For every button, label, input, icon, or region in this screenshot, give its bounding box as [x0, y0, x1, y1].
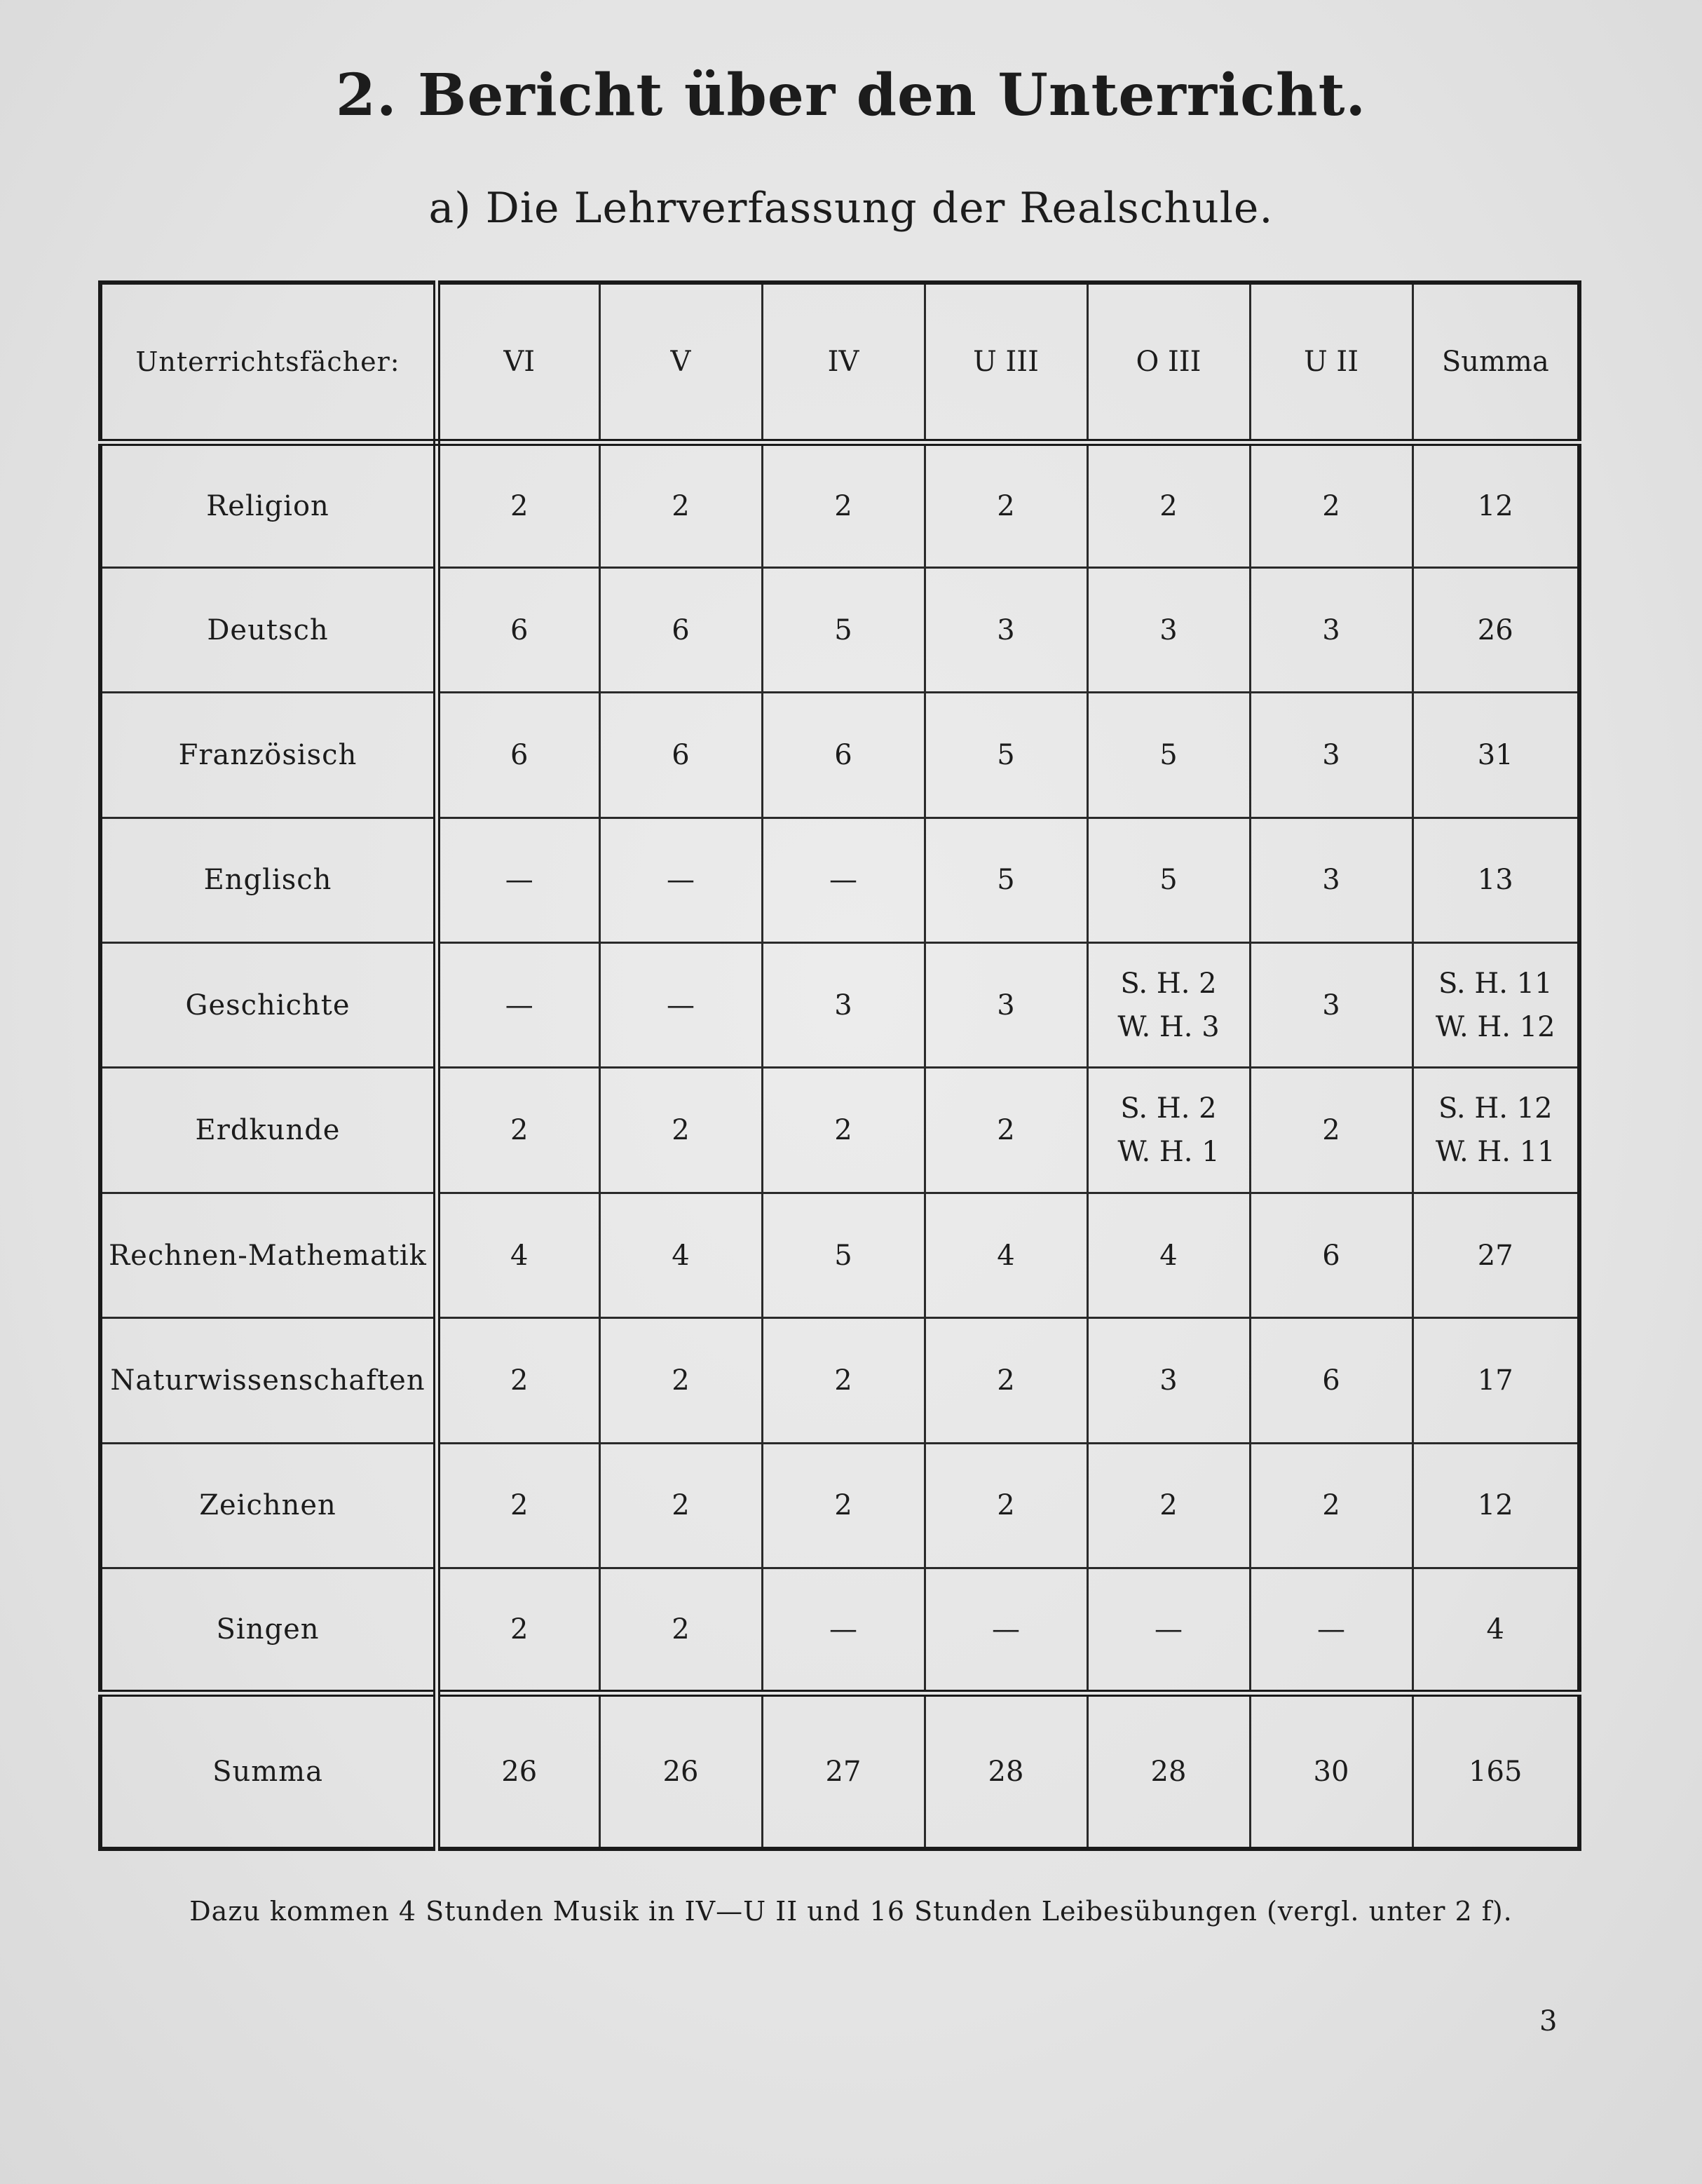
- hours-value: —: [667, 864, 695, 897]
- hours-value: 5: [834, 613, 852, 646]
- hours-value: 2: [672, 1613, 690, 1646]
- table-row: [100, 818, 1579, 942]
- hours-cell: [1412, 567, 1579, 692]
- hours-cell: [599, 567, 762, 692]
- hours-cell: [925, 1318, 1087, 1443]
- hours-value: 2: [834, 489, 852, 522]
- hours-value: 2: [510, 1613, 529, 1646]
- table-body: [100, 442, 1579, 1693]
- hours-value: 6: [510, 613, 529, 646]
- hours-value: 3: [1322, 989, 1340, 1022]
- curriculum-table: [98, 280, 1581, 1851]
- table-row: [100, 1068, 1579, 1193]
- hours-value: 5: [1159, 864, 1178, 897]
- hours-cell: [437, 1443, 599, 1568]
- footnote: Dazu kommen 4 Stunden Musik in IV—U II und 16 Stunden Leibesübungen (vergl. unter 2 f).: [189, 1896, 1513, 1927]
- subject-name: Erdkunde: [100, 1068, 437, 1193]
- hours-value: 2: [834, 1114, 852, 1147]
- hours-value: 3: [1322, 738, 1340, 771]
- table-header-row: [100, 283, 1579, 442]
- hours-value: 27: [1477, 1239, 1513, 1272]
- column-header: VI: [437, 283, 599, 442]
- hours-value: W. H. 1: [1117, 1136, 1220, 1169]
- hours-cell: [1250, 442, 1412, 567]
- hours-value: —: [829, 1613, 857, 1646]
- total-value: 28: [925, 1693, 1087, 1849]
- hours-cell: [1087, 1318, 1250, 1443]
- hours-value: —: [992, 1613, 1020, 1646]
- hours-cell: [437, 818, 599, 942]
- hours-cell: [762, 818, 925, 942]
- hours-cell: [762, 567, 925, 692]
- subject-name: Religion: [100, 442, 437, 567]
- hours-value: 5: [834, 1239, 852, 1272]
- hours-cell: [599, 693, 762, 818]
- section-subtitle: a) Die Lehrverfassung der Realschule.: [428, 184, 1274, 233]
- hours-cell: [925, 1568, 1087, 1693]
- hours-cell: [599, 1068, 762, 1193]
- table-row: [100, 1568, 1579, 1693]
- hours-value: 13: [1477, 864, 1513, 897]
- hours-value: 5: [997, 738, 1015, 771]
- hours-cell: [1412, 1193, 1579, 1317]
- hours-value: 6: [1322, 1364, 1340, 1397]
- hours-value: W. H. 3: [1117, 1010, 1220, 1043]
- hours-cell: [599, 1568, 762, 1693]
- hours-cell: [1250, 1068, 1412, 1193]
- hours-value: S. H. 11: [1438, 967, 1553, 1000]
- hours-cell: [762, 693, 925, 818]
- hours-cell: [1250, 1318, 1412, 1443]
- hours-cell: [925, 442, 1087, 567]
- hours-cell: [437, 693, 599, 818]
- hours-value: 2: [1322, 1114, 1340, 1147]
- hours-cell: [1412, 693, 1579, 818]
- hours-cell: [1087, 1193, 1250, 1317]
- column-header: Summa: [1412, 283, 1579, 442]
- hours-cell: [437, 442, 599, 567]
- hours-value: 2: [834, 1364, 852, 1397]
- hours-cell: [1087, 442, 1250, 567]
- table-row: [100, 442, 1579, 567]
- hours-value: 2: [510, 1364, 529, 1397]
- hours-value: 5: [1159, 738, 1178, 771]
- hours-cell: [599, 818, 762, 942]
- hours-value: 3: [834, 989, 852, 1022]
- hours-cell: [762, 1318, 925, 1443]
- hours-cell: [1250, 693, 1412, 818]
- hours-value: 3: [1159, 1364, 1178, 1397]
- hours-value: 3: [997, 613, 1015, 646]
- hours-cell: [1412, 1318, 1579, 1443]
- hours-value: 2: [1322, 1489, 1340, 1522]
- hours-cell: [437, 943, 599, 1068]
- subject-name: Singen: [100, 1568, 437, 1693]
- subject-name: Rechnen-Mathematik: [100, 1193, 437, 1317]
- column-header: IV: [762, 283, 925, 442]
- hours-cell: [762, 943, 925, 1068]
- hours-cell: [599, 943, 762, 1068]
- hours-value: 12: [1477, 489, 1513, 522]
- hours-value: 2: [510, 489, 529, 522]
- hours-cell: [1412, 1443, 1579, 1568]
- hours-value: 2: [834, 1489, 852, 1522]
- hours-cell: [599, 442, 762, 567]
- hours-value: 12: [1477, 1489, 1513, 1522]
- hours-cell: [1412, 1068, 1579, 1193]
- table-row: [100, 567, 1579, 692]
- hours-value: 4: [997, 1239, 1015, 1272]
- hours-cell: [925, 693, 1087, 818]
- hours-value: 4: [1159, 1239, 1178, 1272]
- hours-value: 3: [1159, 613, 1178, 646]
- hours-value: 2: [672, 1489, 690, 1522]
- hours-cell: [925, 1068, 1087, 1193]
- subject-column-header: Unterrichtsfächer:: [100, 283, 437, 442]
- hours-cell: [1250, 818, 1412, 942]
- subject-name: Zeichnen: [100, 1443, 437, 1568]
- hours-cell: [1250, 943, 1412, 1068]
- hours-value: —: [505, 989, 533, 1022]
- column-header: V: [599, 283, 762, 442]
- hours-value: —: [667, 989, 695, 1022]
- hours-cell: [925, 1193, 1087, 1317]
- hours-cell: [1250, 567, 1412, 692]
- total-value: 27: [762, 1693, 925, 1849]
- hours-value: —: [1155, 1613, 1183, 1646]
- total-value: 26: [437, 1693, 599, 1849]
- hours-cell: [599, 1193, 762, 1317]
- hours-cell: [925, 567, 1087, 692]
- hours-cell: [1412, 943, 1579, 1068]
- hours-value: 6: [510, 738, 529, 771]
- hours-value: 2: [997, 1114, 1015, 1147]
- hours-cell: [1087, 1068, 1250, 1193]
- hours-cell: [1412, 1568, 1579, 1693]
- table-row: [100, 1318, 1579, 1443]
- hours-value: 2: [1322, 489, 1340, 522]
- subject-name: Französisch: [100, 693, 437, 818]
- hours-value: —: [1317, 1613, 1345, 1646]
- total-value: 165: [1412, 1693, 1579, 1849]
- hours-cell: [1087, 1443, 1250, 1568]
- hours-cell: [1412, 442, 1579, 567]
- hours-value: S. H. 12: [1438, 1092, 1553, 1125]
- hours-value: 4: [1486, 1613, 1504, 1646]
- total-row: [100, 1693, 1579, 1849]
- hours-cell: [437, 1193, 599, 1317]
- hours-value: 2: [672, 1364, 690, 1397]
- hours-value: W. H. 12: [1435, 1010, 1555, 1043]
- hours-value: 2: [510, 1114, 529, 1147]
- hours-cell: [599, 1318, 762, 1443]
- hours-value: 2: [997, 489, 1015, 522]
- hours-cell: [1412, 818, 1579, 942]
- total-value: 30: [1250, 1693, 1412, 1849]
- subject-name: Deutsch: [100, 567, 437, 692]
- hours-value: 4: [510, 1239, 529, 1272]
- hours-cell: [599, 1443, 762, 1568]
- hours-cell: [1250, 1193, 1412, 1317]
- hours-cell: [1087, 818, 1250, 942]
- hours-cell: [1087, 943, 1250, 1068]
- hours-value: 2: [997, 1489, 1015, 1522]
- hours-value: 2: [1159, 1489, 1178, 1522]
- hours-value: 6: [672, 738, 690, 771]
- hours-value: 31: [1477, 738, 1513, 771]
- hours-value: 2: [672, 489, 690, 522]
- hours-cell: [1250, 1443, 1412, 1568]
- hours-value: 6: [1322, 1239, 1340, 1272]
- hours-cell: [762, 1193, 925, 1317]
- hours-value: 5: [997, 864, 1015, 897]
- page-number: 3: [1539, 2005, 1558, 2037]
- hours-value: 17: [1477, 1364, 1513, 1397]
- hours-cell: [437, 1068, 599, 1193]
- page-title: 2. Bericht über den Unterricht.: [335, 62, 1367, 129]
- subject-name: Geschichte: [100, 943, 437, 1068]
- hours-cell: [1087, 1568, 1250, 1693]
- hours-value: S. H. 2: [1120, 967, 1217, 1000]
- hours-cell: [925, 1443, 1087, 1568]
- hours-cell: [762, 442, 925, 567]
- hours-value: 2: [997, 1364, 1015, 1397]
- table-row: [100, 1193, 1579, 1317]
- column-header: U II: [1250, 283, 1412, 442]
- hours-value: 6: [672, 613, 690, 646]
- hours-cell: [1250, 1568, 1412, 1693]
- hours-value: 2: [1159, 489, 1178, 522]
- hours-cell: [437, 567, 599, 692]
- hours-value: 2: [672, 1114, 690, 1147]
- hours-value: 3: [997, 989, 1015, 1022]
- total-value: 26: [599, 1693, 762, 1849]
- hours-cell: [762, 1068, 925, 1193]
- hours-value: —: [829, 864, 857, 897]
- hours-value: S. H. 2: [1120, 1092, 1217, 1125]
- hours-value: 26: [1477, 613, 1513, 646]
- hours-cell: [925, 818, 1087, 942]
- hours-cell: [1087, 693, 1250, 818]
- hours-value: 4: [672, 1239, 690, 1272]
- total-value: 28: [1087, 1693, 1250, 1849]
- hours-value: 2: [510, 1489, 529, 1522]
- hours-cell: [762, 1568, 925, 1693]
- hours-value: —: [505, 864, 533, 897]
- hours-cell: [1087, 567, 1250, 692]
- hours-value: 3: [1322, 864, 1340, 897]
- hours-cell: [925, 943, 1087, 1068]
- table-row: [100, 1443, 1579, 1568]
- column-header: U III: [925, 283, 1087, 442]
- total-label: Summa: [100, 1693, 437, 1849]
- subject-name: Englisch: [100, 818, 437, 942]
- hours-cell: [762, 1443, 925, 1568]
- column-header: O III: [1087, 283, 1250, 442]
- table-row: [100, 693, 1579, 818]
- subject-name: Naturwissenschaften: [100, 1318, 437, 1443]
- hours-value: 6: [834, 738, 852, 771]
- table-row: [100, 943, 1579, 1068]
- hours-value: 3: [1322, 613, 1340, 646]
- hours-value: W. H. 11: [1435, 1136, 1555, 1169]
- hours-cell: [437, 1318, 599, 1443]
- hours-cell: [437, 1568, 599, 1693]
